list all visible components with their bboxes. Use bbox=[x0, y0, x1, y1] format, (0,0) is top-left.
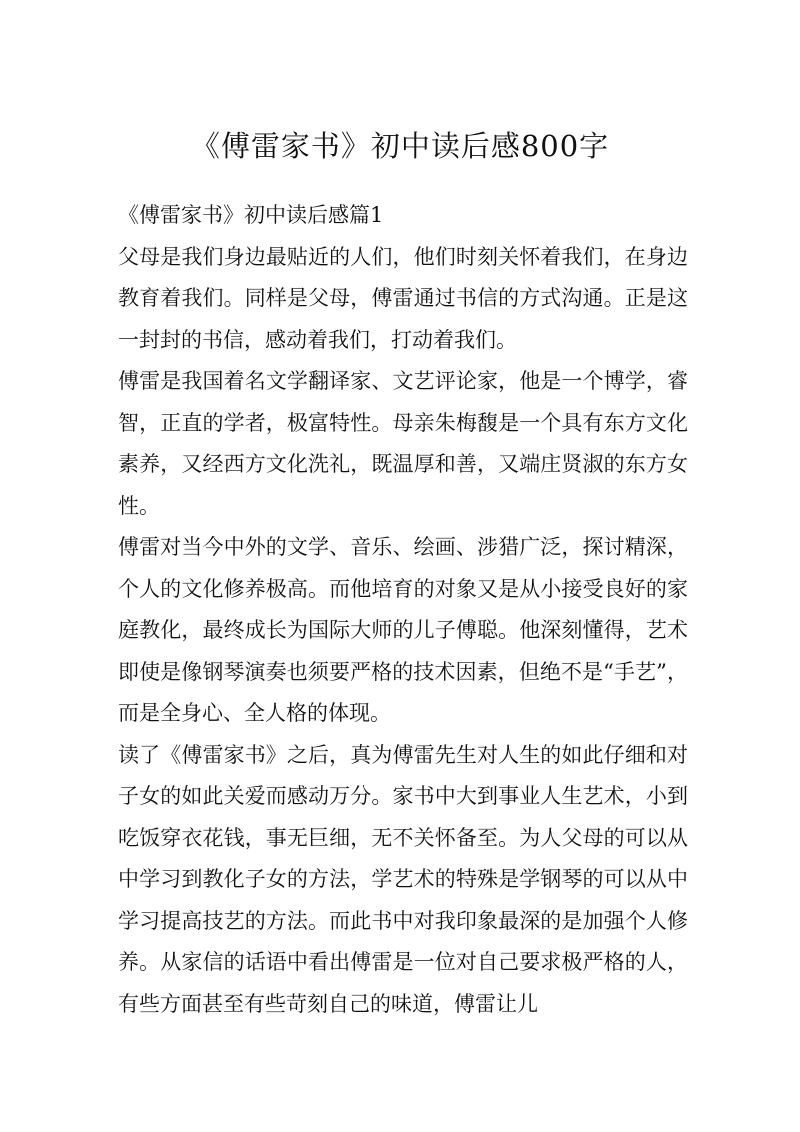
document-title: 《傅雷家书》初中读后感800字 bbox=[190, 129, 610, 163]
paragraph-3: 傅雷对当今中外的文学、音乐、绘画、涉猎广泛，探讨精深，个人的文化修养极高。而他培育的对象又是从小接受良好的家庭教化，最终成长为国际大师的儿子傅聪。他深刻懂得，艺术即使是像钢琴演奏也须要严格的技术因素，但绝不是“手艺”，而是全身心、全人格的体现。 bbox=[118, 535, 688, 725]
paragraph-4: 读了《傅雷家书》之后，真为傅雷先生对人生的如此仔细和对子女的如此关爱而感动万分。家书中大到事业人生艺术，小到吃饭穿衣花钱，事无巨细，无不关怀备至。为人父母的可以从中学习到教化子女的方法，学艺术的特殊是学钢琴的可以从中学习提高技艺的方法。而此书中对我印象最深的是加强个人修养。从家信的话语中看出傅雷是一位对自己要求极严格的人，有些方面甚至有些苛刻自己的味道，傅雷让儿 bbox=[118, 742, 688, 1016]
paragraph-2: 傅雷是我国着名文学翻译家、文艺评论家，他是一个博学，睿智，正直的学者，极富特性。母亲朱梅馥是一个具有东方文化素养，又经西方文化洗礼，既温厚和善，又端庄贤淑的东方女性。 bbox=[118, 369, 688, 518]
section-heading: 《傅雷家书》初中读后感篇1 bbox=[118, 203, 384, 227]
paragraph-1: 父母是我们身边最贴近的人们，他们时刻关怀着我们，在身边教育着我们。同样是父母，傅雷通过书信的方式沟通。正是这一封封的书信，感动着我们，打动着我们。 bbox=[118, 244, 688, 352]
document-body bbox=[118, 195, 688, 1025]
